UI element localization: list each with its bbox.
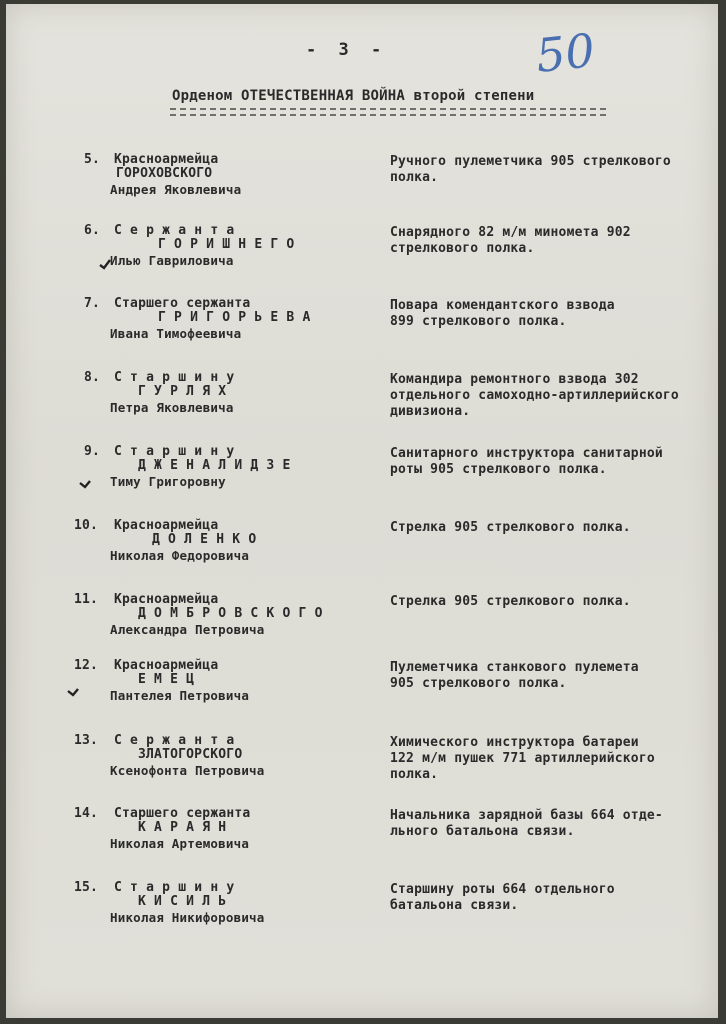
- entry-description-line: роты 905 стрелкового полка.: [390, 462, 607, 477]
- entry-number: 10.: [74, 518, 99, 533]
- entry-rank: С е р ж а н т а: [114, 733, 235, 748]
- entry-description-line: Начальника зарядной базы 664 отде-: [390, 808, 663, 823]
- entry-description-line: стрелкового полка.: [390, 241, 535, 256]
- entry-description-line: Стрелка 905 стрелкового полка.: [390, 520, 631, 535]
- entry-description-line: Командира ремонтного взвода 302: [390, 372, 639, 387]
- entry-surname: Е М Е Ц: [138, 672, 195, 687]
- entry-rank: Красноармейца: [114, 592, 219, 607]
- entry-description-line: отдельного самоходно-артиллерийского: [390, 388, 679, 403]
- title-underline: [170, 108, 606, 116]
- document-page: [6, 4, 718, 1018]
- check-mark-icon: [66, 684, 80, 698]
- entry-given-name: Петра Яковлевича: [110, 400, 234, 415]
- entry-description-line: 905 стрелкового полка.: [390, 676, 567, 691]
- entry-surname: Д Ж Е Н А Л И Д З Е: [138, 458, 291, 473]
- entry-given-name: Николая Артемовича: [110, 836, 250, 851]
- entry-rank: С т а р ш и н у: [114, 444, 235, 459]
- entry-number: 8.: [84, 370, 101, 385]
- entry-description-line: Пулеметчика станкового пулемета: [390, 660, 639, 675]
- entry-number: 12.: [74, 658, 99, 673]
- entry-surname: Г Р И Г О Р Ь Е В А: [158, 310, 311, 325]
- entry-surname: Г У Р Л Я Х: [138, 384, 227, 399]
- check-mark-icon: [98, 256, 112, 270]
- handwritten-page-number: 50: [533, 23, 598, 83]
- entry-surname: Д О Л Е Н К О: [152, 532, 257, 547]
- entry-number: 7.: [84, 296, 101, 311]
- entry-given-name: Ксенофонта Петровича: [110, 763, 265, 778]
- entry-description-line: Санитарного инструктора санитарной: [390, 446, 663, 461]
- entry-number: 15.: [74, 880, 99, 895]
- entry-rank: Красноармейца: [114, 152, 219, 167]
- entry-rank: С т а р ш и н у: [114, 370, 235, 385]
- page-number: - 3 -: [306, 40, 388, 60]
- entry-surname: Г О Р И Ш Н Е Г О: [158, 237, 295, 252]
- entry-number: 13.: [74, 733, 99, 748]
- entry-description-line: Повара комендантского взвода: [390, 298, 615, 313]
- entry-description-line: Химического инструктора батареи: [390, 735, 639, 750]
- entry-given-name: Пантелея Петровича: [110, 688, 250, 703]
- entry-number: 14.: [74, 806, 99, 821]
- entry-rank: С е р ж а н т а: [114, 223, 235, 238]
- entry-description-line: полка.: [390, 170, 439, 185]
- entry-surname: К А Р А Я Н: [138, 820, 227, 835]
- entry-given-name: Ивана Тимофеевича: [110, 326, 242, 341]
- entry-description-line: 122 м/м пушек 771 артиллерийского: [390, 751, 655, 766]
- entry-rank: Красноармейца: [114, 658, 219, 673]
- entry-surname: К И С И Л Ь: [138, 894, 227, 909]
- entry-description-line: дивизиона.: [390, 404, 471, 419]
- entry-given-name: Николая Федоровича: [110, 548, 250, 563]
- entry-surname: ГОРОХОВСКОГО: [116, 166, 213, 181]
- entry-number: 5.: [84, 152, 101, 167]
- entry-number: 11.: [74, 592, 99, 607]
- entry-rank: Красноармейца: [114, 518, 219, 533]
- entry-description-line: 899 стрелкового полка.: [390, 314, 567, 329]
- entry-description-line: Стрелка 905 стрелкового полка.: [390, 594, 631, 609]
- entry-description-line: полка.: [390, 767, 439, 782]
- entry-description-line: Снарядного 82 м/м миномета 902: [390, 225, 631, 240]
- entry-number: 9.: [84, 444, 101, 459]
- entry-description-line: льного батальона связи.: [390, 824, 575, 839]
- entry-given-name: Александра Петровича: [110, 622, 265, 637]
- entry-surname: Д О М Б Р О В С К О Г О: [138, 606, 323, 621]
- entry-description-line: Ручного пулеметчика 905 стрелкового: [390, 154, 671, 169]
- entry-given-name: Николая Никифоровича: [110, 910, 265, 925]
- entry-rank: Старшего сержанта: [114, 296, 251, 311]
- entry-given-name: Тиму Григоровну: [110, 474, 226, 489]
- entry-rank: Старшего сержанта: [114, 806, 251, 821]
- entry-description-line: Старшину роты 664 отдельного: [390, 882, 615, 897]
- order-title: Орденом ОТЕЧЕСТВЕННАЯ ВОЙНА второй степени: [172, 88, 535, 104]
- entry-given-name: Илью Гавриловича: [110, 253, 234, 268]
- entry-description-line: батальона связи.: [390, 898, 519, 913]
- entry-number: 6.: [84, 223, 101, 238]
- entry-surname: ЗЛАТОГОРСКОГО: [138, 747, 243, 762]
- entry-rank: С т а р ш и н у: [114, 880, 235, 895]
- check-mark-icon: [78, 476, 92, 490]
- entry-given-name: Андрея Яковлевича: [110, 182, 242, 197]
